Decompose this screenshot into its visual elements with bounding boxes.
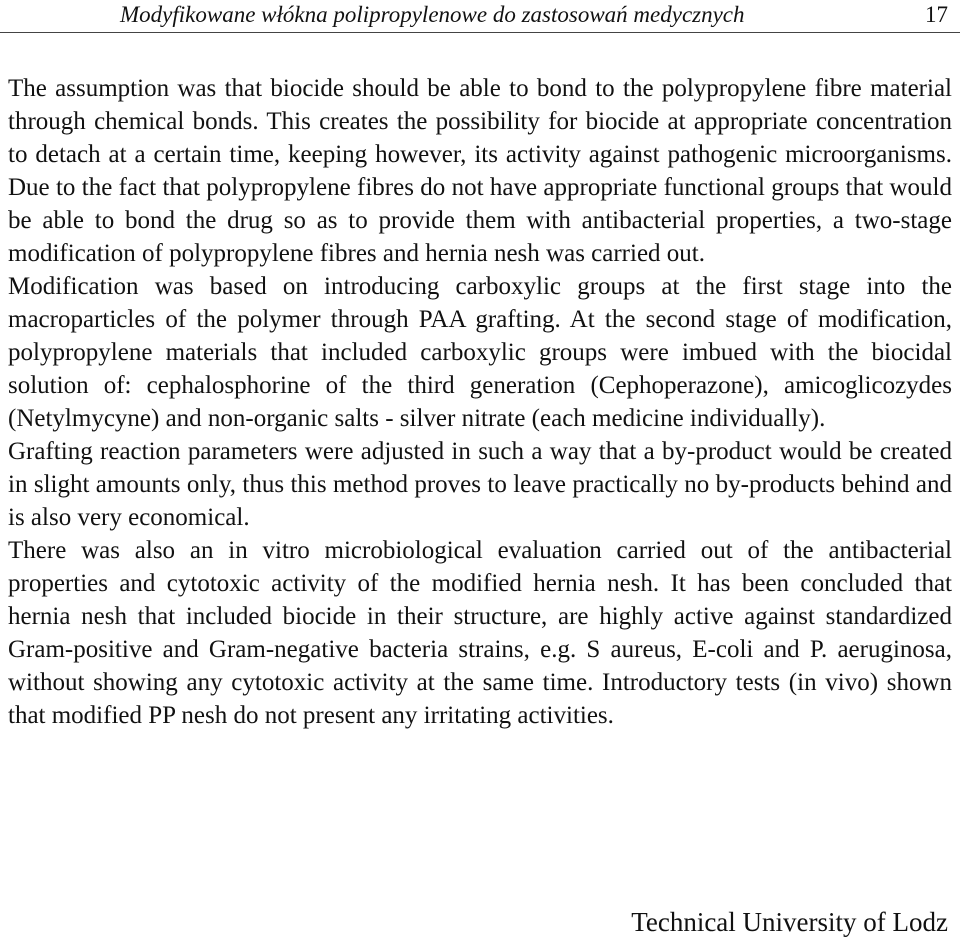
body-text [8, 72, 952, 732]
page-number: 17 [925, 2, 948, 27]
page-footer: Technical University of Lodz [631, 907, 948, 937]
paragraph-microbiological-evaluation: There was also an in vitro microbiological evaluation carried out of the antibacterial properties and cytotoxic activity of the modified hernia nesh. It has been concluded that hernia nesh that included biocide in their structure, are highly active against standardized Gram-positive and Gram-negative bacteria strains, e.g. S aureus, E-coli and P. aeruginosa, without showing any cytotoxic activity at the same time. Introductory tests (in vivo) shown that modified PP nesh do not present any irritating activities. [8, 537, 952, 729]
page-header [0, 0, 960, 33]
running-header-title: Modyfikowane włókna polipropylenowe do zastosowań medycznych [120, 2, 745, 27]
paragraph-grafting-reaction: Grafting reaction parameters were adjusted in such a way that a by-product would be created in slight amounts only, thus this method proves to leave practically no by-products behind and is also very economical. [8, 438, 952, 531]
paragraph-biocide-bonding: The assumption was that biocide should be able to bond to the polypropylene fibre material through chemical bonds. This creates the possibility for biocide at appropriate concentration to detach at a certain time, keeping however, its activity against pathogenic microorganisms. Due to the fact that polypropylene fibres do not have appropriate functional groups that would be able to bond the drug so as to provide them with antibacterial properties, a two-stage modification of polypropylene fibres and hernia nesh was carried out. [8, 75, 952, 267]
paragraph-modification: Modification was based on introducing carboxylic groups at the first stage into the macroparticles of the polymer through PAA grafting. At the second stage of modification, polypropylene materials that included carboxylic groups were imbued with the biocidal solution of: cephalosphorine of the third generation (Cephoperazone), amicoglicozydes (Netylmycyne) and non-organic salts - silver nitrate (each medicine individually). [8, 273, 952, 432]
